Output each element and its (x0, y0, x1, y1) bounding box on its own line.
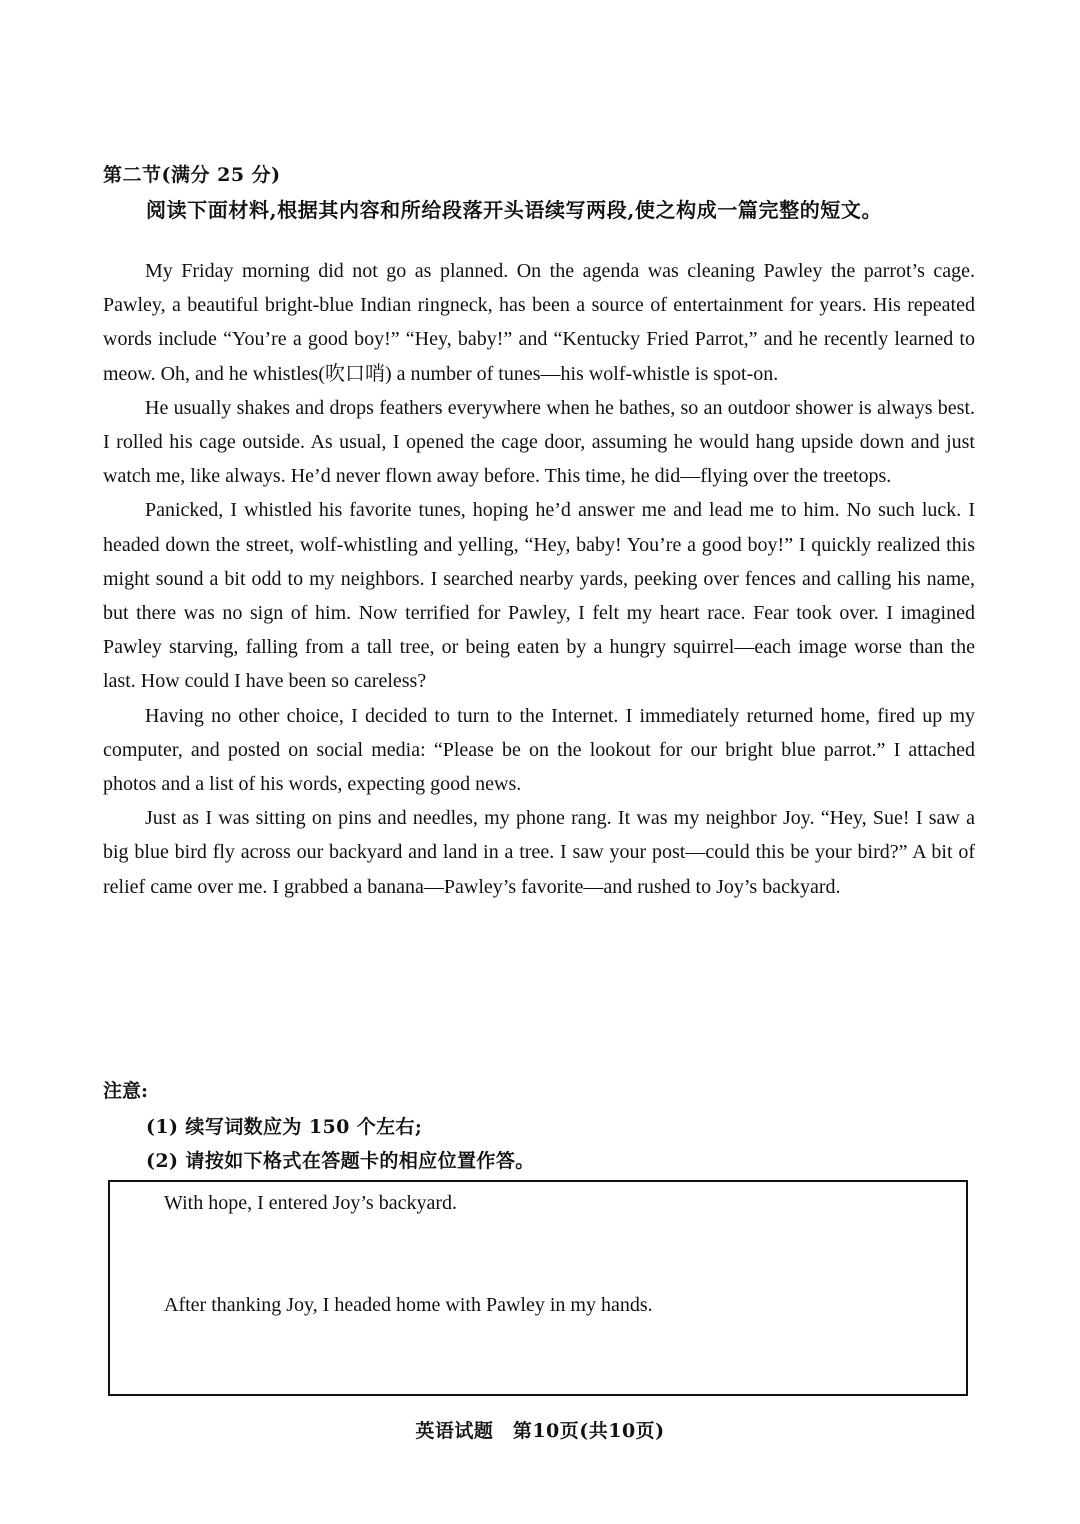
note-item-word-count: (1) 续写词数应为 150 个左右; (146, 1116, 423, 1138)
passage-paragraph-2: He usually shakes and drops feathers everywhere when he bathes, so an outdoor shower is always best. I rolled his cage outside. As usual, I opened the cage door, assuming he would hang upside down and just watch me, like always. He’d never flown away before. This time, he did—flying over the treetops. (103, 396, 975, 488)
note-item-answer-format: (2) 请按如下格式在答题卡的相应位置作答。 (146, 1150, 535, 1172)
paragraph-opening-2: After thanking Joy, I headed home with Pawley in my hands. (164, 1294, 653, 1316)
passage-paragraph-4: Having no other choice, I decided to turn to the Internet. I immediately returned home, fired up my computer, and posted on social media: “Please be on the lookout for our bright blue parrot.” I attached photos and a list of his words, expecting good news. (103, 704, 975, 796)
passage-paragraph-1: My Friday morning did not go as planned. On the agenda was cleaning Pawley the parrot’s cage. Pawley, a beautiful bright-blue Indian ringneck, has been a source of entertainment for years. His repeated words include “You’re a good boy!” “Hey, baby!” and “Kentucky Fried Parrot,” and he recently learned to meow. Oh, and he whistles(吹口哨) a number of tunes—his wolf-whistle is spot-on. (103, 260, 975, 385)
notes-title: 注意: (103, 1080, 149, 1102)
section-instruction: 阅读下面材料,根据其内容和所给段落开头语续写两段,使之构成一篇完整的短文。 (146, 198, 883, 222)
page-footer: 英语试题 第10页(共10页) (415, 1420, 665, 1442)
passage-paragraph-5: Just as I was sitting on pins and needles, my phone rang. It was my neighbor Joy. “Hey, Sue! I saw a big blue bird fly across our backyard and land in a tree. I saw your post—could this be your bird?” A bit of relief came over me. I grabbed a banana—Pawley’s favorite—and rushed to Joy’s backyard. (103, 807, 975, 898)
section-title: 第二节(满分 25 分) (103, 164, 281, 186)
reading-passage (103, 254, 975, 904)
answer-format-box (108, 1180, 968, 1396)
paragraph-opening-1: With hope, I entered Joy’s backyard. (164, 1192, 457, 1214)
passage-paragraph-3: Panicked, I whistled his favorite tunes, hoping he’d answer me and lead me to him. No such luck. I headed down the street, wolf-whistling and yelling, “Hey, baby! You’re a good boy!” I quickly realized this might sound a bit odd to my neighbors. I searched nearby yards, peeking over fences and calling his name, but there was no sign of him. Now terrified for Pawley, I felt my heart race. Fear took over. I imagined Pawley starving, falling from a tall tree, or being eaten by a hungry squirrel—each image worse than the last. How could I have been so careless? (103, 499, 975, 693)
